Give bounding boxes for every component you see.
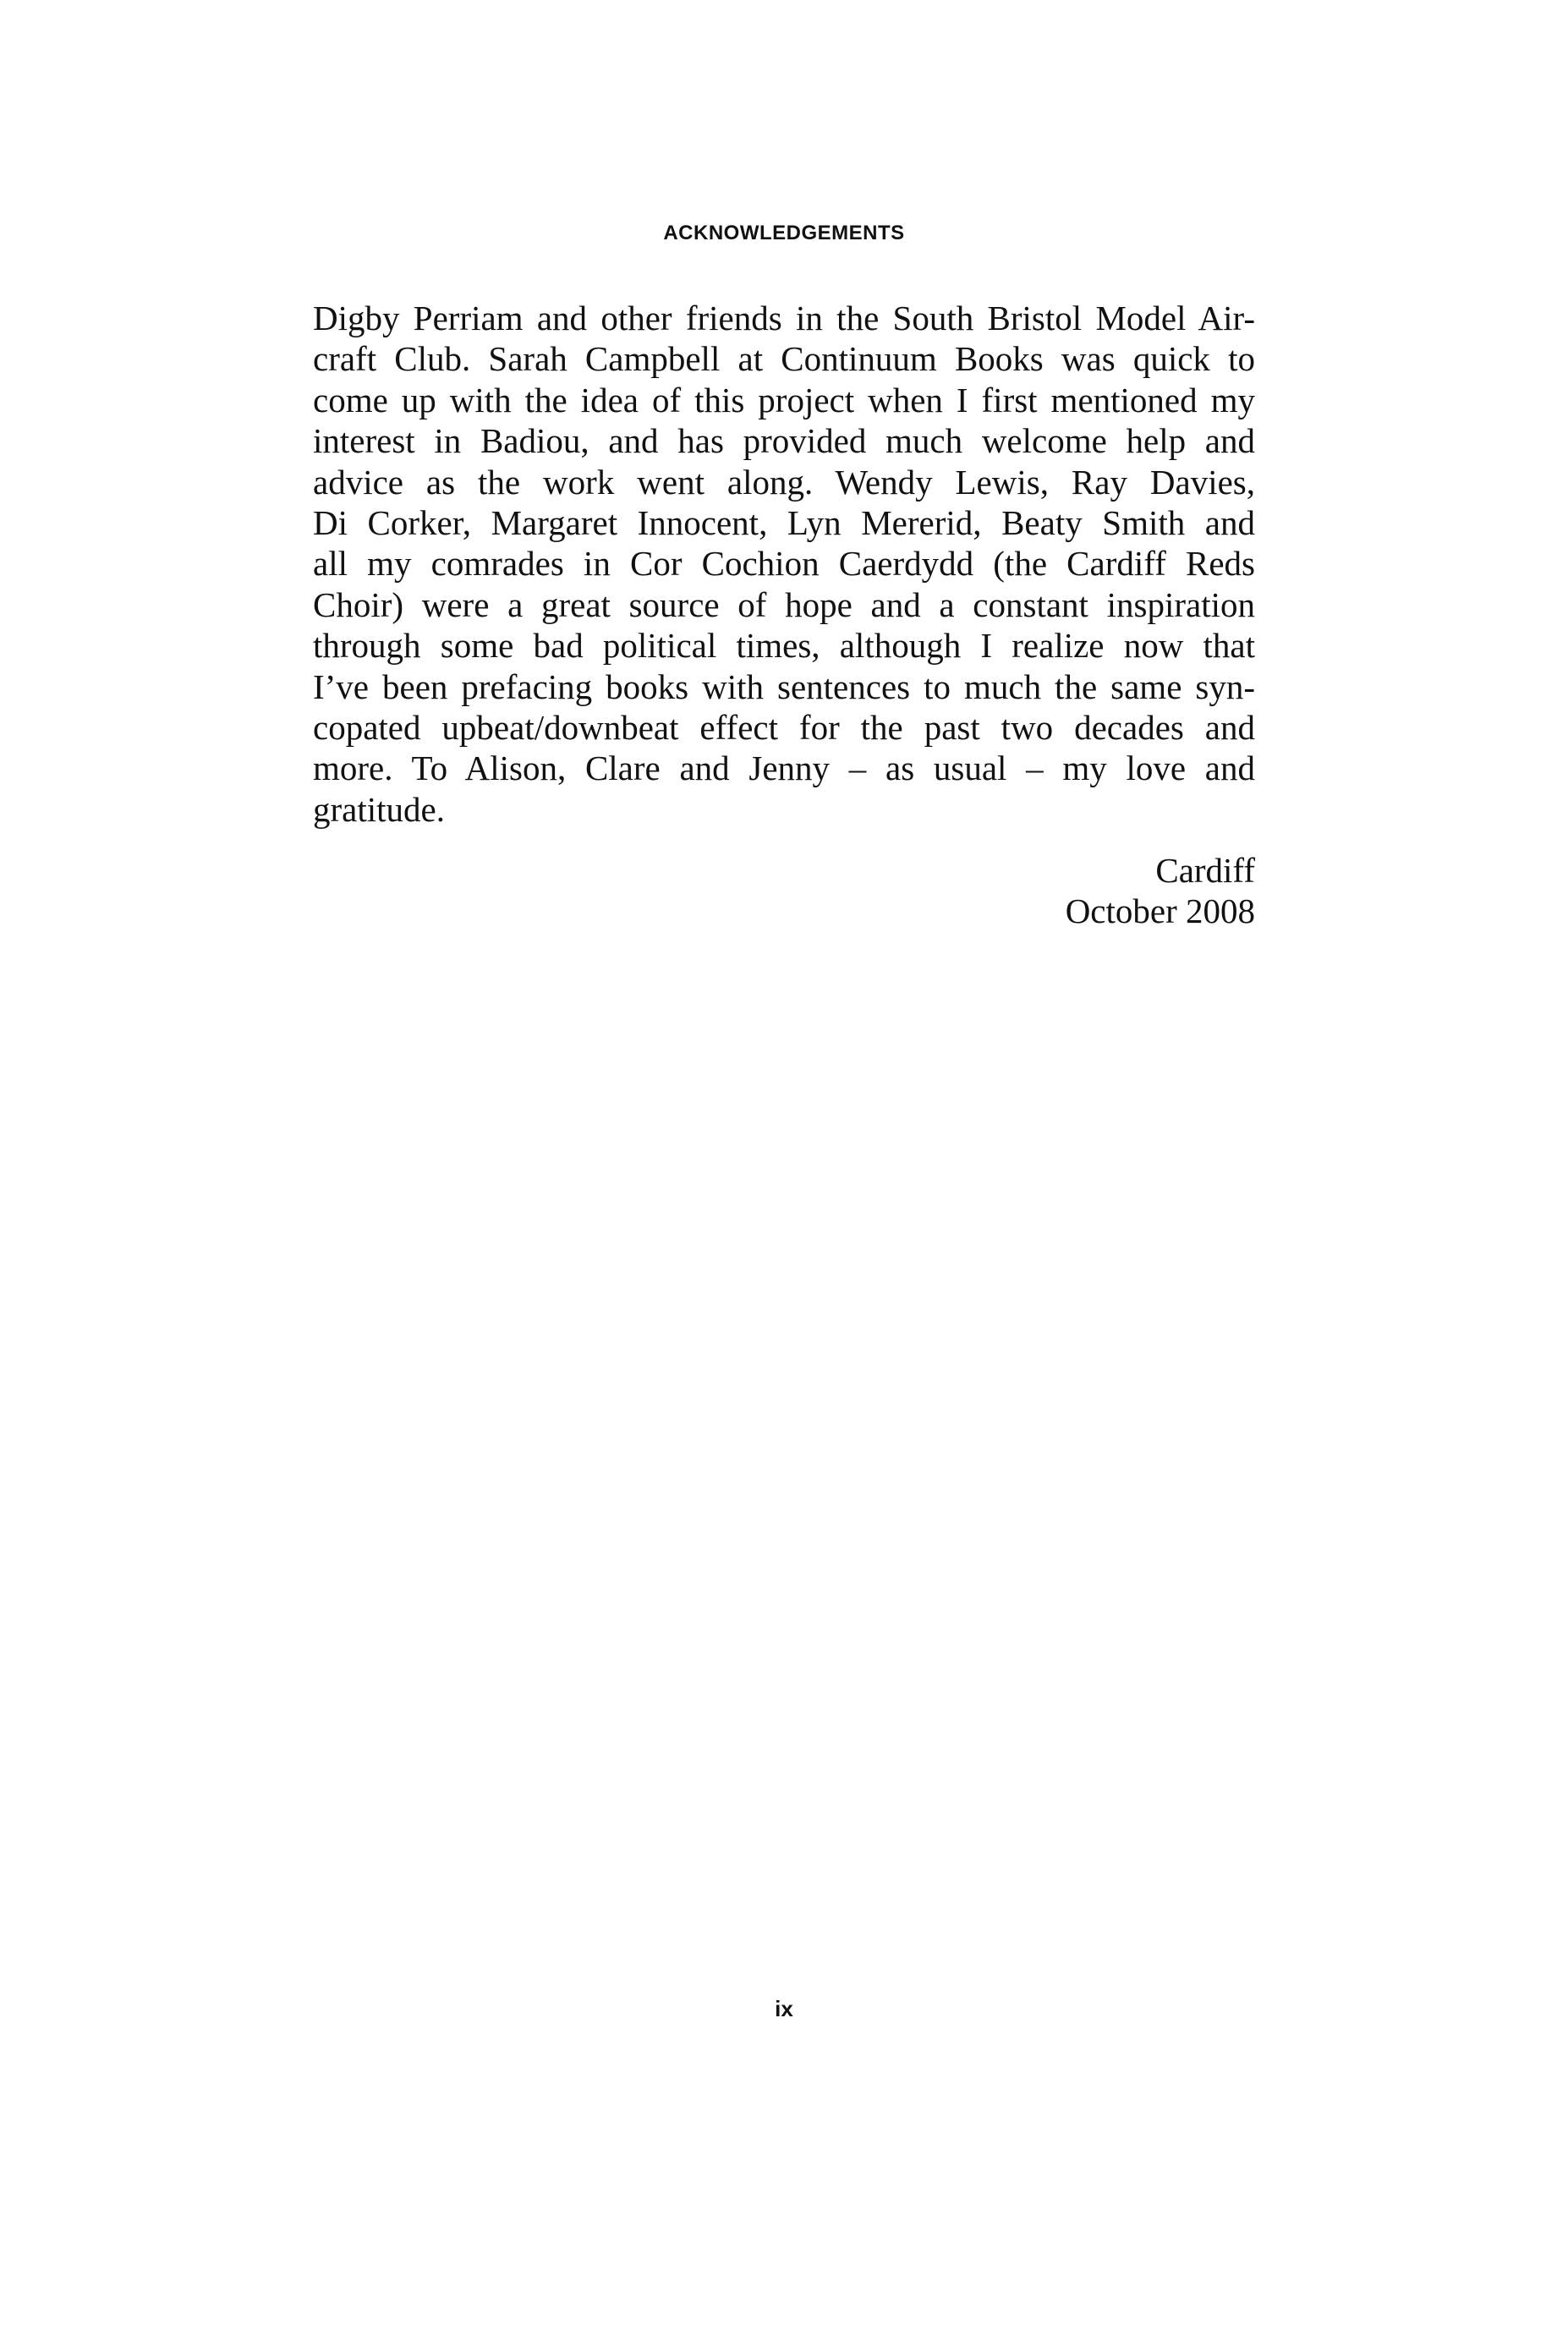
text-line: interest in Badiou, and has provided much welcome help and: [313, 421, 1255, 461]
text-line: come up with the idea of this project when I first mentioned my: [313, 380, 1255, 419]
running-head: ACKNOWLEDGEMENTS: [663, 222, 905, 244]
text-line: Choir) were a great source of hope and a constant inspiration: [313, 584, 1255, 624]
text-line: more. To Alison, Clare and Jenny – as usual – my love and: [313, 749, 1255, 788]
text-line: advice as the work went along. Wendy Lewis, Ray Davies,: [313, 462, 1255, 502]
signoff: [313, 850, 1255, 932]
signoff-place: Cardiff: [1155, 851, 1255, 890]
text-line: all my comrades in Cor Cochion Caerdydd (the Cardiff Reds: [313, 544, 1255, 584]
signoff-date: October 2008: [1065, 891, 1255, 931]
text-line: Di Corker, Margaret Innocent, Lyn Mererid, Beaty Smith and: [313, 502, 1255, 542]
acknowledgements-paragraph: [313, 298, 1255, 830]
text-line: copated upbeat/downbeat effect for the past two decades and: [313, 707, 1255, 747]
text-line: through some bad political times, although I realize now that: [313, 626, 1255, 666]
page-number: ix: [775, 1996, 793, 2021]
text-line: gratitude.: [313, 789, 445, 829]
text-line: craft Club. Sarah Campbell at Continuum Books was quick to: [313, 339, 1255, 379]
text-line: I’ve been prefacing books with sentences to much the same syn-: [313, 666, 1255, 706]
text-line: Digby Perriam and other friends in the South Bristol Model Air-: [313, 299, 1255, 337]
